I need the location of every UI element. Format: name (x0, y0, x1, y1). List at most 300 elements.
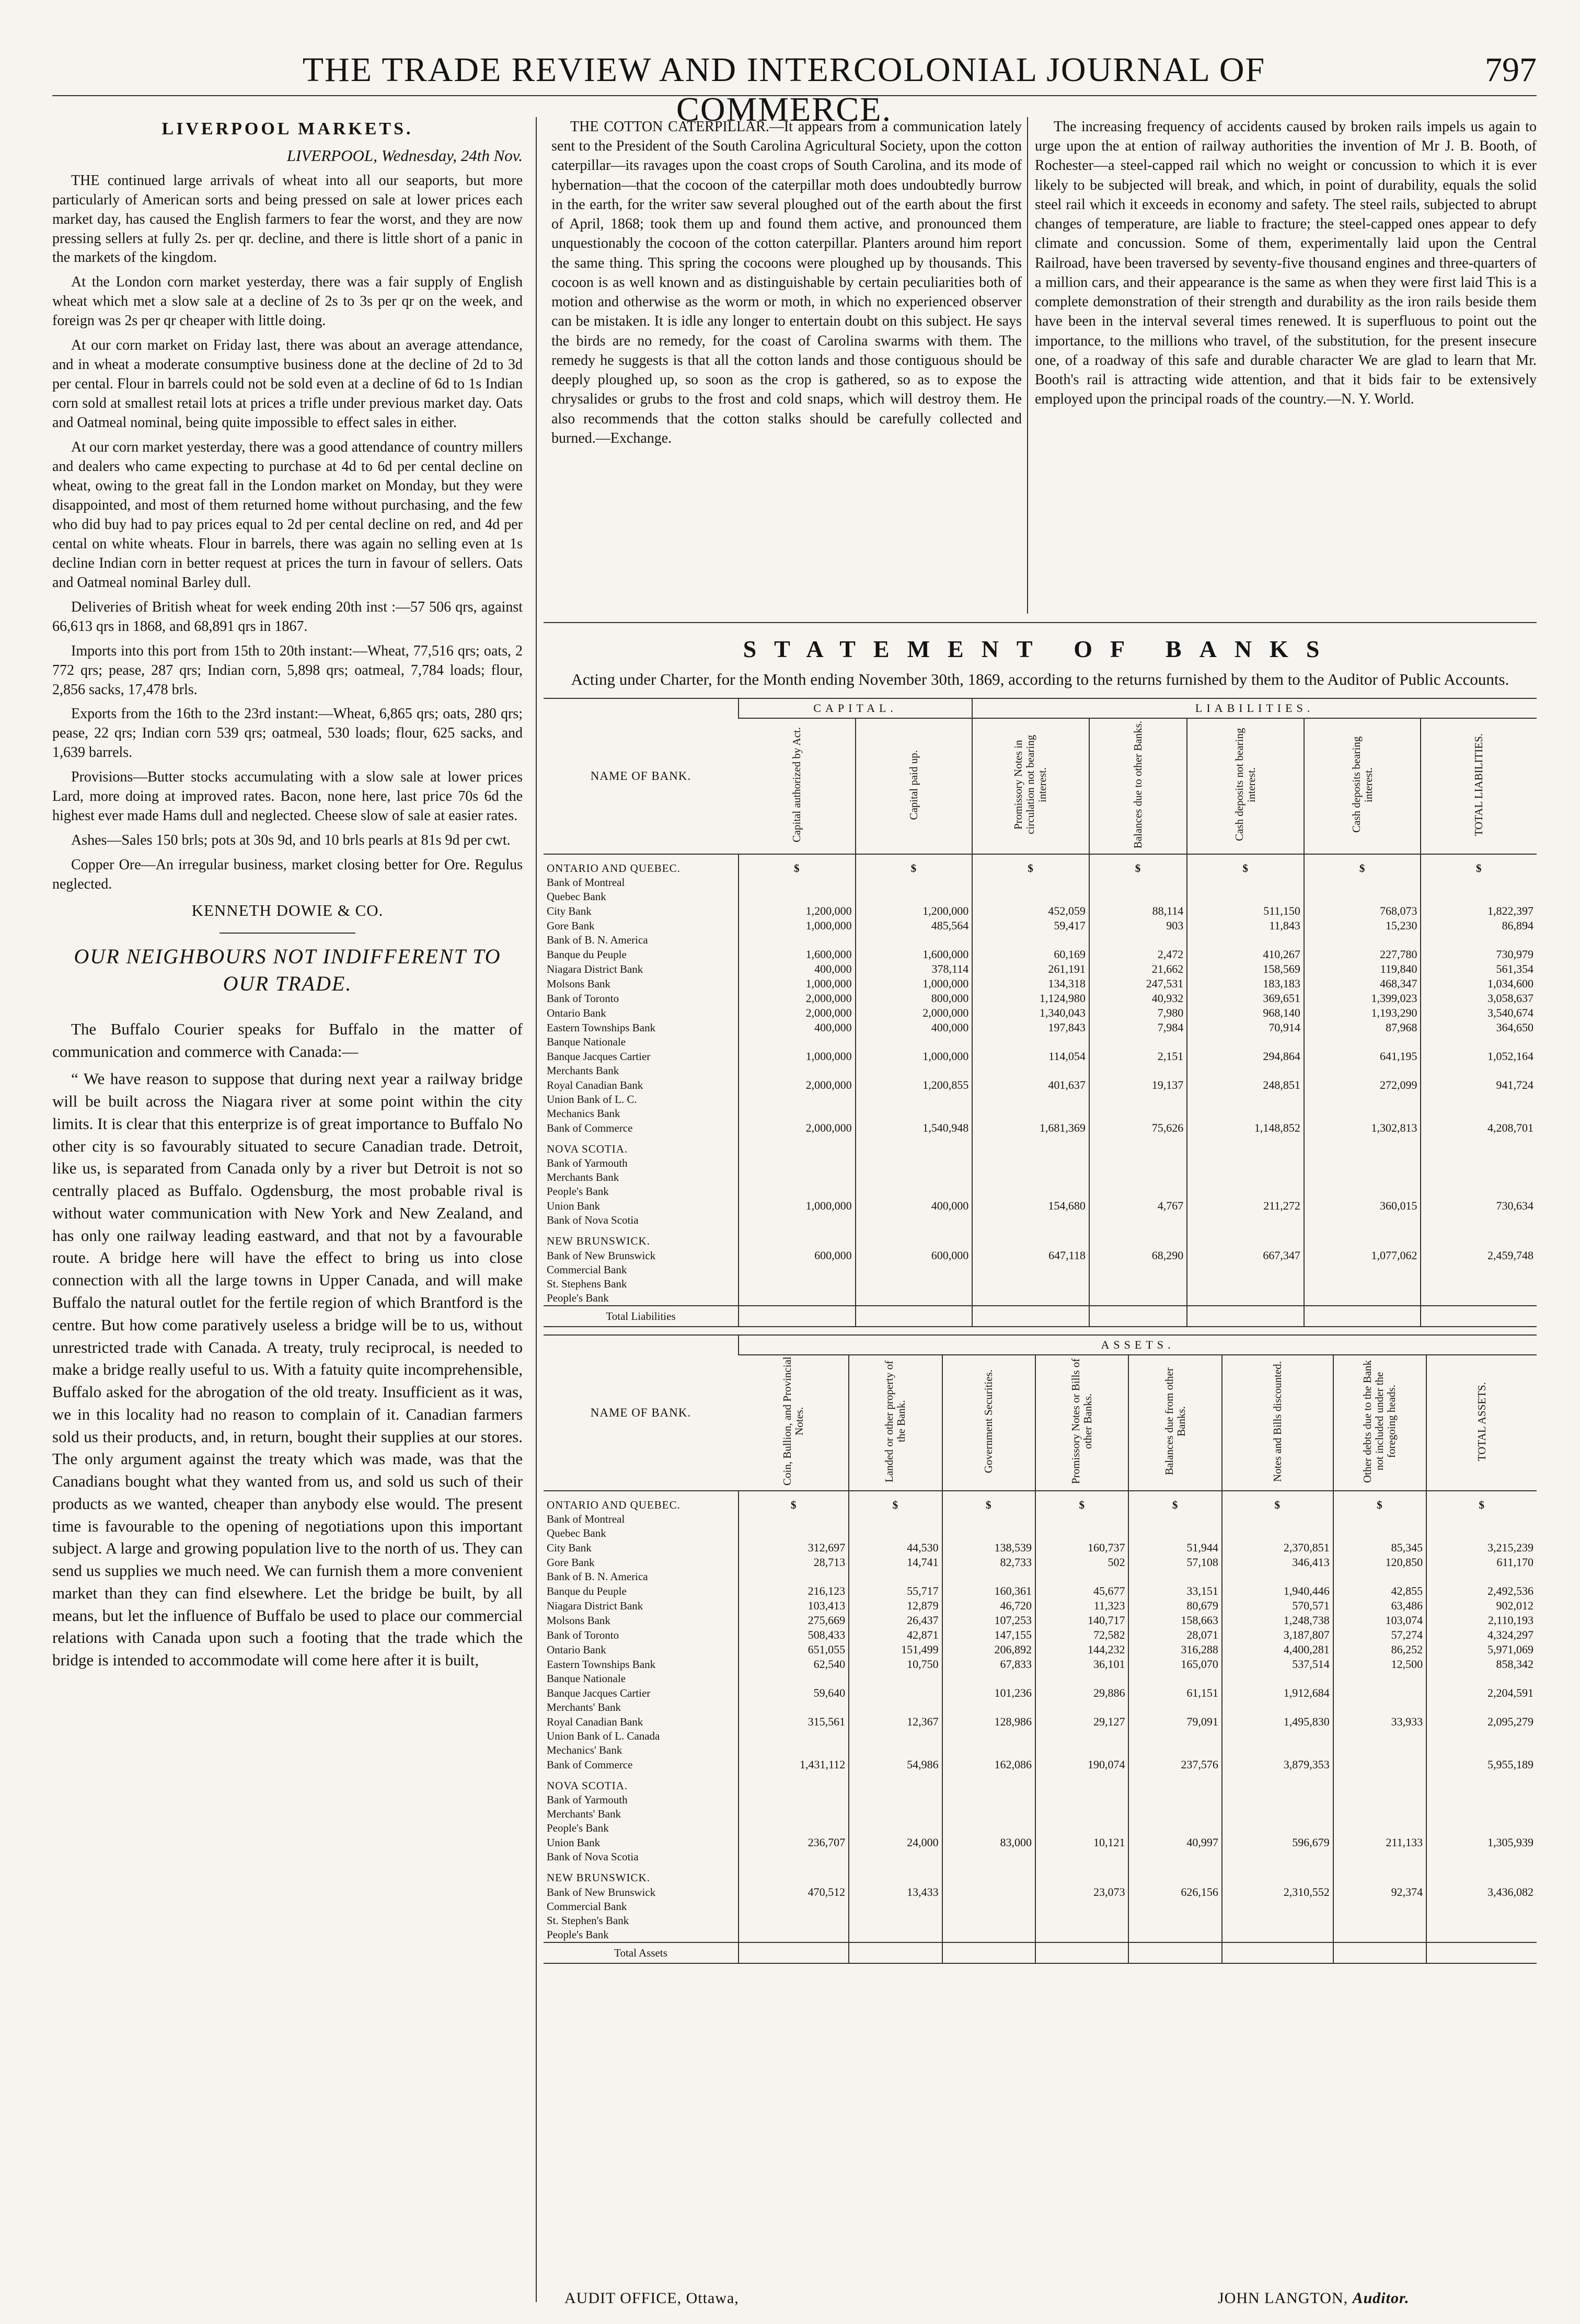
table-cell (1187, 1213, 1304, 1227)
column-middle (551, 117, 1022, 453)
table-cell (1333, 1672, 1426, 1686)
currency-symbol: $ (1304, 854, 1421, 876)
table-row (544, 1156, 1537, 1170)
table-cell: 400,000 (856, 1020, 973, 1035)
statement-of-banks (544, 635, 1537, 1964)
table-cell (942, 1526, 1035, 1540)
table-cell (1333, 1700, 1426, 1715)
table-cell: 51,944 (1128, 1540, 1221, 1555)
table-row (544, 1078, 1537, 1092)
table-cell: 5,971,069 (1426, 1642, 1537, 1657)
table-cell: 1,248,738 (1222, 1613, 1333, 1628)
table-cell (1089, 1064, 1187, 1078)
paragraph: The Buffalo Courier speaks for Buffalo in the matter of communication and commerce with Canada:— (52, 1019, 523, 1061)
table-cell (972, 1064, 1089, 1078)
paragraph: Imports into this port from 15th to 20th instant:—Wheat, 77,516 qrs; oats, 2 772 qrs; pease, 287 qrs; Indian corn, 5,898 qrs; oatmeal, 7,784 loads; flour, 2,856 sacks, 17,478 brls. (52, 642, 523, 698)
table-cell (739, 1306, 856, 1327)
table-cell (1333, 1850, 1426, 1864)
table-cell (1089, 1291, 1187, 1306)
capital-group-header: CAPITAL. (739, 698, 972, 718)
table-cell: 88,114 (1089, 904, 1187, 918)
table-cell (739, 933, 856, 947)
table-cell (739, 1914, 849, 1928)
table-cell: 400,000 (739, 962, 856, 976)
table-cell (1128, 1512, 1221, 1526)
table-cell: 28,071 (1128, 1628, 1221, 1642)
bank-name: St. Stephens Bank (547, 1278, 627, 1291)
table-cell (849, 1526, 942, 1540)
table-cell (1089, 1277, 1187, 1291)
table-cell: 10,750 (849, 1657, 942, 1672)
table-row (544, 1686, 1537, 1700)
paragraph: Ashes—Sales 150 brls; pots at 30s 9d, and 10 brls pearls at 81s 9d per cwt. (71, 832, 511, 849)
bank-name: Union Bank (547, 1199, 601, 1212)
table-cell (1426, 1864, 1537, 1885)
bank-name: Banque Nationale (547, 1036, 626, 1049)
table-cell (856, 1092, 973, 1107)
table-cell: 247,531 (1089, 976, 1187, 991)
table-row (544, 1035, 1537, 1049)
table-cell (1421, 1213, 1537, 1227)
bank-name: Molsons Bank (547, 1614, 610, 1627)
table-cell (856, 1306, 973, 1327)
table-cell (1222, 1928, 1333, 1942)
column-right (1035, 117, 1537, 415)
table-cell (1035, 1850, 1128, 1864)
auditor-signature: JOHN LANGTON, Auditor. (1218, 2290, 1410, 2307)
table-cell (1035, 1914, 1128, 1928)
table-cell: 2,459,748 (1421, 1248, 1537, 1263)
table-cell: 902,012 (1426, 1598, 1537, 1613)
table-cell (1035, 1807, 1128, 1821)
table-cell (1304, 1213, 1421, 1227)
table-cell (739, 1772, 849, 1793)
table-cell: 3,187,807 (1222, 1628, 1333, 1642)
table-cell: 160,361 (942, 1584, 1035, 1598)
table-cell (1426, 1914, 1537, 1928)
table-cell: 151,499 (849, 1642, 942, 1657)
table-cell: 275,669 (739, 1613, 849, 1628)
table-cell (1187, 1035, 1304, 1049)
table-cell (856, 1277, 973, 1291)
table-cell (1128, 1700, 1221, 1715)
table-cell: 3,215,239 (1426, 1540, 1537, 1555)
table-cell (1222, 1526, 1333, 1540)
table-cell (1426, 1900, 1537, 1914)
currency-symbol: $ (849, 1491, 942, 1512)
table-cell: 92,374 (1333, 1885, 1426, 1900)
table-cell (1222, 1821, 1333, 1835)
bank-name: Bank of Toronto (547, 1628, 619, 1641)
table-cell: 33,151 (1128, 1584, 1221, 1598)
bank-name: Merchants Bank (547, 1064, 619, 1077)
liabilities-group-header: LIABILITIES. (972, 698, 1537, 718)
table-cell (1187, 1227, 1304, 1248)
table-cell (849, 1942, 942, 1963)
table-cell (1222, 1729, 1333, 1743)
table-cell: 60,169 (972, 947, 1089, 962)
table-cell (856, 1213, 973, 1227)
table-cell: 72,582 (1035, 1628, 1128, 1642)
currency-symbol: $ (1089, 854, 1187, 876)
column-header: Promissory Notes or Bills of other Banks. (1035, 1355, 1128, 1491)
table-row (544, 1107, 1537, 1121)
neighbours-article (52, 1018, 523, 1672)
table-cell (1128, 1729, 1221, 1743)
table-cell: 502 (1035, 1555, 1128, 1570)
table-cell (1421, 1092, 1537, 1107)
table-cell (1128, 1864, 1221, 1885)
bank-name: Niagara District Bank (547, 1599, 643, 1612)
total-row (544, 1306, 1537, 1327)
table-cell (972, 1277, 1089, 1291)
table-row (544, 1170, 1537, 1184)
table-cell: 561,354 (1421, 962, 1537, 976)
audit-office: AUDIT OFFICE, Ottawa, (564, 2290, 739, 2307)
table-cell (1222, 1700, 1333, 1715)
table-cell (1421, 1227, 1537, 1248)
bank-name: Royal Canadian Bank (547, 1715, 643, 1728)
table-cell: 70,914 (1187, 1020, 1304, 1035)
table-cell (972, 876, 1089, 890)
table-cell: 206,892 (942, 1642, 1035, 1657)
table-cell (1128, 1900, 1221, 1914)
table-cell (1304, 1263, 1421, 1277)
table-cell: 800,000 (856, 991, 973, 1006)
table-cell (942, 1864, 1035, 1885)
table-row (544, 1526, 1537, 1540)
column-header: Promissory Notes in circulation not bearing interest. (972, 718, 1089, 854)
table-cell: 236,707 (739, 1835, 849, 1850)
column-header: Capital authorized by Act. (739, 718, 856, 854)
column-header: TOTAL ASSETS. (1426, 1355, 1537, 1491)
table-cell: 2,000,000 (739, 991, 856, 1006)
table-cell (849, 1850, 942, 1864)
column-header: Balances due to other Banks. (1089, 718, 1187, 854)
table-cell: 119,840 (1304, 962, 1421, 976)
table-cell (1187, 1291, 1304, 1306)
table-cell (972, 1184, 1089, 1199)
currency-symbol: $ (942, 1491, 1035, 1512)
table-cell (1187, 1170, 1304, 1184)
table-row (544, 1049, 1537, 1064)
table-row (544, 1184, 1537, 1199)
table-cell (1421, 1306, 1537, 1327)
table-cell: 54,986 (849, 1757, 942, 1772)
table-cell (856, 933, 973, 947)
table-cell (942, 1729, 1035, 1743)
table-cell: 42,855 (1333, 1584, 1426, 1598)
table-cell (1128, 1928, 1221, 1942)
table-cell (1128, 1807, 1221, 1821)
markets-article (52, 171, 523, 894)
table-cell (1426, 1672, 1537, 1686)
table-cell (1089, 1170, 1187, 1184)
region-row (544, 1135, 1537, 1156)
table-cell: 59,417 (972, 918, 1089, 933)
table-cell: 1,000,000 (739, 918, 856, 933)
table-cell: 103,413 (739, 1598, 849, 1613)
table-cell: 154,680 (972, 1199, 1089, 1213)
table-row (544, 933, 1537, 947)
table-cell: 346,413 (1222, 1555, 1333, 1570)
table-cell (1089, 1107, 1187, 1121)
table-cell (1128, 1850, 1221, 1864)
table-cell (942, 1672, 1035, 1686)
table-cell: 4,400,281 (1222, 1642, 1333, 1657)
table-cell (1421, 1263, 1537, 1277)
table-cell (1333, 1512, 1426, 1526)
table-cell: 611,170 (1426, 1555, 1537, 1570)
table-cell: 730,634 (1421, 1199, 1537, 1213)
table-cell (739, 1512, 849, 1526)
table-cell: 7,984 (1089, 1020, 1187, 1035)
table-cell (972, 1291, 1089, 1306)
table-cell (1426, 1821, 1537, 1835)
table-cell: 85,345 (1333, 1540, 1426, 1555)
paragraph: At our corn market yesterday, there was a good attendance of country millers and dealers who came expecting to purchase at 4d to 6d per cental decline on wheat, owing to the great fall in the London market on Monday, but they were disappointed, and most of them returned home without purchasing, and the few who did buy had to pay prices equal to 2d per cental decline on red, and 4d per cental on white wheats. Flour in barrels, there was again no selling even at 1s decline Indian corn in better request at prices the turn in favour of sellers. Oats and Oatmeal nominal Barley dull. (52, 439, 523, 591)
bank-name: Niagara District Bank (547, 962, 643, 975)
table-cell (1426, 1807, 1537, 1821)
table-cell (972, 1306, 1089, 1327)
table-cell: 160,737 (1035, 1540, 1128, 1555)
table-cell: 138,539 (942, 1540, 1035, 1555)
table-cell (856, 1107, 973, 1121)
table-cell (849, 1864, 942, 1885)
table-cell (1304, 1291, 1421, 1306)
currency-symbol: $ (1333, 1491, 1426, 1512)
table-cell (1035, 1729, 1128, 1743)
table-cell (1333, 1757, 1426, 1772)
table-row (544, 1248, 1537, 1263)
table-cell (856, 1291, 973, 1306)
table-cell: 2,000,000 (739, 1006, 856, 1020)
table-cell: 211,272 (1187, 1199, 1304, 1213)
table-cell (1089, 1213, 1187, 1227)
table-cell (972, 1035, 1089, 1049)
table-cell (1426, 1512, 1537, 1526)
table-cell (1222, 1914, 1333, 1928)
table-row (544, 976, 1537, 991)
table-cell: 400,000 (856, 1199, 973, 1213)
table-cell (739, 1700, 849, 1715)
bank-name: People's Bank (547, 1928, 609, 1941)
region-row (544, 1772, 1537, 1793)
table-cell: 68,290 (1089, 1248, 1187, 1263)
table-row (544, 904, 1537, 918)
table-cell: 2,000,000 (856, 1006, 973, 1020)
table-cell (739, 1170, 856, 1184)
table-cell (739, 1135, 856, 1156)
bank-name: Molsons Bank (547, 977, 610, 990)
table-cell (1222, 1793, 1333, 1807)
table-cell (1333, 1900, 1426, 1914)
table-row (544, 1900, 1537, 1914)
table-cell (739, 1807, 849, 1821)
table-cell (739, 1227, 856, 1248)
bank-name: Bank of Commerce (547, 1121, 633, 1134)
table-cell (1128, 1772, 1221, 1793)
column-header: Capital paid up. (856, 718, 973, 854)
table-cell (849, 1743, 942, 1757)
table-cell: 67,833 (942, 1657, 1035, 1672)
table-row (544, 1277, 1537, 1291)
table-cell (856, 1035, 973, 1049)
bank-name: Mechanics Bank (547, 1107, 620, 1120)
table-cell: 3,540,674 (1421, 1006, 1537, 1020)
bank-name: People's Bank (547, 1822, 609, 1835)
paragraph: Provisions—Butter stocks accumulating with a slow sale at lower prices Lard, more doing at improved rates. Bacon, none here, last price 70s 6d the highest ever made Hams dull and neglected. Cheese slow of sale at easier rates. (52, 769, 523, 824)
table-cell (849, 1686, 942, 1700)
table-cell (739, 1672, 849, 1686)
table-cell (856, 1135, 973, 1156)
currency-symbol: $ (972, 854, 1089, 876)
table-row (544, 1657, 1537, 1672)
table-cell: 36,101 (1035, 1657, 1128, 1672)
table-cell (972, 1135, 1089, 1156)
currency-symbol: $ (1035, 1491, 1128, 1512)
table-cell (849, 1729, 942, 1743)
table-cell: 294,864 (1187, 1049, 1304, 1064)
bank-name: Merchants' Bank (547, 1701, 621, 1714)
bank-name: Commercial Bank (547, 1900, 627, 1913)
table-cell (1304, 1306, 1421, 1327)
table-cell: 508,433 (739, 1628, 849, 1642)
table-cell (1421, 890, 1537, 904)
table-cell (1333, 1772, 1426, 1793)
table-cell: 107,253 (942, 1613, 1035, 1628)
table-cell (1304, 1277, 1421, 1291)
assets-group-header: ASSETS. (739, 1335, 1537, 1355)
table-cell: 26,437 (849, 1613, 942, 1628)
table-cell: 5,955,189 (1426, 1757, 1537, 1772)
column-rule (536, 117, 537, 2302)
table-cell (1333, 1914, 1426, 1928)
table-cell: 13,433 (849, 1885, 942, 1900)
table-cell: 62,540 (739, 1657, 849, 1672)
table-cell (1222, 1900, 1333, 1914)
table-cell (972, 890, 1089, 904)
total-label: Total Liabilities (544, 1306, 739, 1327)
total-label: Total Assets (544, 1942, 739, 1963)
bank-name: Ontario Bank (547, 1006, 606, 1019)
bank-name: Bank of Montreal (547, 1513, 625, 1526)
bank-name: Merchants Bank (547, 1171, 619, 1184)
table-row (544, 1092, 1537, 1107)
table-row (544, 876, 1537, 890)
currency-symbol: $ (739, 1491, 849, 1512)
table-cell: 183,183 (1187, 976, 1304, 991)
table-cell (1089, 1227, 1187, 1248)
table-cell: 1,540,948 (856, 1121, 973, 1135)
table-cell: 128,986 (942, 1715, 1035, 1729)
table-cell (942, 1743, 1035, 1757)
table-cell (739, 1092, 856, 1107)
table-cell (1222, 1570, 1333, 1584)
statement-subtitle: Acting under Charter, for the Month ending November 30th, 1869, according to the returns furnished by them to the Auditor of Public Accounts. (571, 670, 1509, 688)
column-rule (1027, 117, 1028, 614)
table-cell: 12,500 (1333, 1657, 1426, 1672)
table-cell: 14,741 (849, 1555, 942, 1570)
table-cell: 768,073 (1304, 904, 1421, 918)
table-cell: 570,571 (1222, 1598, 1333, 1613)
table-cell: 1,200,855 (856, 1078, 973, 1092)
table-cell (1333, 1743, 1426, 1757)
table-row (544, 918, 1537, 933)
table-cell (1426, 1793, 1537, 1807)
column-header: Government Securities. (942, 1355, 1035, 1491)
table-cell: 360,015 (1304, 1199, 1421, 1213)
table-cell (1304, 1227, 1421, 1248)
table-cell (1089, 1135, 1187, 1156)
table-row (544, 962, 1537, 976)
bank-name: Bank of Yarmouth (547, 1793, 628, 1807)
table-cell: 3,436,082 (1426, 1885, 1537, 1900)
table-cell: 1,305,939 (1426, 1835, 1537, 1850)
paragraph: Copper Ore—An irregular business, market closing better for Ore. Regulus neglected. (52, 857, 523, 893)
currency-symbol: $ (1187, 854, 1304, 876)
table-cell (1089, 933, 1187, 947)
table-cell (1222, 1512, 1333, 1526)
table-row (544, 1020, 1537, 1035)
table-row (544, 1584, 1537, 1598)
column-header: Cash deposits not bearing interest. (1187, 718, 1304, 854)
table-cell: 144,232 (1035, 1642, 1128, 1657)
table-row (544, 1512, 1537, 1526)
table-cell (1304, 1170, 1421, 1184)
bank-name: City Bank (547, 904, 592, 917)
table-cell: 468,347 (1304, 976, 1421, 991)
table-cell: 59,640 (739, 1686, 849, 1700)
table-cell (1035, 1526, 1128, 1540)
table-cell (1426, 1850, 1537, 1864)
table-cell (1333, 1942, 1426, 1963)
table-cell (739, 1729, 849, 1743)
column-header: Balances due from other Banks. (1128, 1355, 1221, 1491)
currency-symbol: $ (1222, 1491, 1333, 1512)
table-cell (856, 876, 973, 890)
table-cell (942, 1900, 1035, 1914)
table-cell (1333, 1807, 1426, 1821)
table-cell: 46,720 (942, 1598, 1035, 1613)
table-cell (942, 1850, 1035, 1864)
paragraph: Exports from the 16th to the 23rd instant:—Wheat, 6,865 qrs; oats, 280 qrs; pease, 22 qrs; Indian corn 539 qrs; oatmeal, 530 loads; flour, 625 sacks, and 1,639 barrels. (52, 706, 523, 761)
table-cell (942, 1928, 1035, 1942)
table-cell: 651,055 (739, 1642, 849, 1657)
table-cell (739, 1291, 856, 1306)
currency-symbol: $ (739, 854, 856, 876)
table-row (544, 1700, 1537, 1715)
table-cell: 400,000 (739, 1020, 856, 1035)
table-cell: 2,151 (1089, 1049, 1187, 1064)
table-cell: 1,340,043 (972, 1006, 1089, 1020)
table-cell (849, 1672, 942, 1686)
paragraph: THE continued large arrivals of wheat into all our seaports, but more particularly of American sorts and being pressed on sale at lower prices each market day, has caused the English farmers to fear the worst, and they are now pressing sellers at fully 2s. per qr. decline, and there is little short of a panic in the markets of the kingdom. (52, 172, 523, 266)
table-cell: 211,133 (1333, 1835, 1426, 1850)
table-cell: 1,495,830 (1222, 1715, 1333, 1729)
table-cell (1128, 1914, 1221, 1928)
column-header: Coin, Bullion, and Provincial Notes. (739, 1355, 849, 1491)
table-cell (1421, 876, 1537, 890)
table-cell (942, 1700, 1035, 1715)
table-cell (739, 890, 856, 904)
bank-name: Commercial Bank (547, 1263, 627, 1276)
table-cell: 364,650 (1421, 1020, 1537, 1035)
region-label: NOVA SCOTIA. (547, 1779, 628, 1792)
table-cell (1426, 1743, 1537, 1757)
table-cell (1089, 1156, 1187, 1170)
table-cell: 28,713 (739, 1555, 849, 1570)
